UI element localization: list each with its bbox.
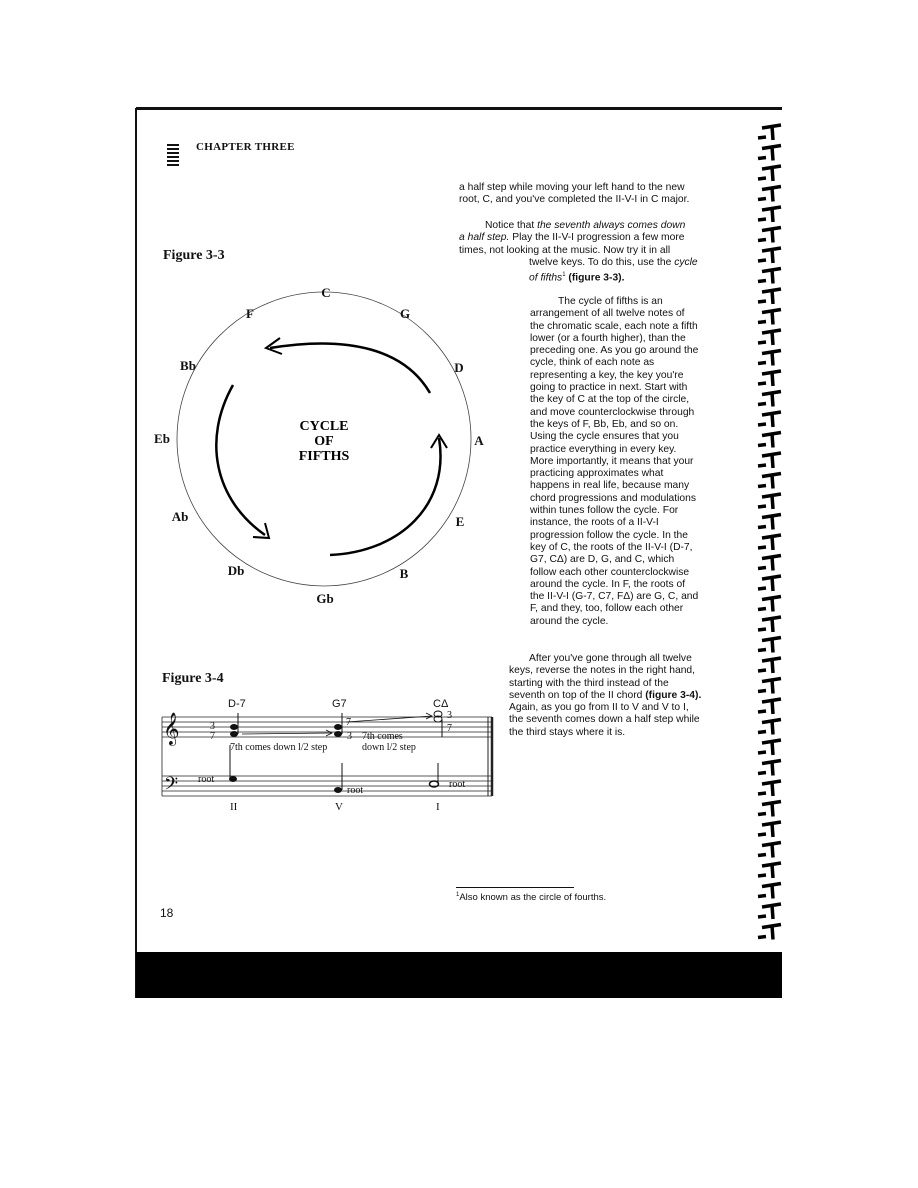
- paragraph-3: The cycle of fifths is an arrangement of all twelve notes of the chromatic scale, each note a fifth lower (or a fourth higher), than the preceding one. As you go around the cycle, think of each note as representing a key, the key you're going to practice in next. Start with the key of C at the top of the circle, and move counterclockwise through the keys of F, Bb, Eb, and so on. Using the cycle ensures that you practice everything in every key. More importantly, it means that your practicing approximates what happens in real life, because many chord progressions and modulations within tunes follow the cycle. For instance, the roots of a II-V-I progression follow the cycle. In the key of C, the roots of the II-V-I (D-7, G7, CΔ) are D, G, and C, which follow each other counterclockwise around the cycle. In F, the roots of the II-V-I (G-7, C7, FΔ) are G, C, and F, and they, too, follow each other around the cycle.: [530, 296, 699, 627]
- chord-g7: G7: [332, 698, 347, 710]
- spiral-coil: [758, 822, 781, 837]
- key-label-gb: Gb: [316, 591, 334, 606]
- spiral-coil: [758, 802, 781, 817]
- footnote-rule: [456, 887, 574, 888]
- spiral-coil: [758, 125, 781, 140]
- spiral-coil: [758, 269, 781, 284]
- key-label-d: D: [454, 360, 464, 375]
- treble-clef: 𝄞: [163, 714, 180, 745]
- spiral-coil: [758, 289, 781, 304]
- chord-d-7: D-7: [228, 698, 246, 710]
- spiral-coil: [758, 310, 781, 325]
- key-label-g: G: [399, 306, 411, 321]
- spiral-coil: [758, 248, 781, 263]
- ann-three-3: 3: [447, 710, 452, 721]
- ann-seven-1: 7: [210, 731, 215, 742]
- key-label-b: B: [399, 566, 409, 581]
- figure-3-4-label: Figure 3-4: [162, 671, 224, 686]
- ann-three-1: 3: [210, 721, 215, 732]
- page-left-edge: [135, 108, 137, 998]
- spiral-coil: [758, 412, 781, 427]
- spiral-coil: [758, 207, 781, 222]
- spiral-coil: [758, 494, 781, 509]
- cycle-of-fifths-diagram: [150, 280, 490, 620]
- spiral-coil: [758, 884, 781, 899]
- key-label-f: F: [246, 306, 254, 321]
- spiral-coil: [758, 863, 781, 878]
- figure-3-3-label: Figure 3-3: [163, 248, 225, 263]
- scan-bottom-bar: [136, 952, 782, 998]
- ann-root-1: root: [198, 774, 215, 785]
- cycle-title-1: CYCLE: [299, 419, 349, 434]
- spiral-coil: [758, 166, 781, 181]
- ann-seventh-down-a: 7th comes down l/2 step: [230, 742, 328, 753]
- spiral-coil: [758, 699, 781, 714]
- ann-seven-3: 7: [447, 723, 452, 734]
- spiral-coil: [758, 474, 781, 489]
- spiral-coil: [758, 556, 781, 571]
- numeral-v: V: [335, 801, 343, 813]
- numeral-ii: II: [230, 801, 238, 813]
- spiral-coil: [758, 925, 781, 940]
- spiral-coil: [758, 392, 781, 407]
- spiral-coil: [758, 761, 781, 776]
- ann-seventh-down-b2: down l/2 step: [362, 742, 416, 753]
- bass-clef: 𝄢: [164, 773, 179, 798]
- arrow-top: [270, 343, 430, 393]
- chord-cmaj: CΔ: [433, 698, 449, 710]
- ann-three-2: 3: [347, 731, 352, 742]
- ii-v-i-notation: [160, 693, 500, 823]
- page-number: 18: [160, 906, 174, 920]
- spiral-coil: [758, 453, 781, 468]
- key-label-a: A: [474, 433, 484, 448]
- key-label-ab: Ab: [171, 509, 189, 524]
- key-label-bb: Bb: [180, 358, 196, 373]
- chapter-title: CHAPTER THREE: [196, 141, 295, 153]
- spiral-coil: [758, 617, 781, 632]
- spiral-coil: [758, 904, 781, 919]
- paragraph-4: After you've gone through all twelve keys, reverse the notes in the right hand, starting with the third instead of the seventh on top of the II chord (figure 3-4). Again, as you go from II to V and V to I, the seventh comes down a half step while the third stays where it is.: [509, 653, 702, 738]
- page-top-edge: [136, 107, 782, 110]
- cycle-title-2: OF: [314, 434, 334, 449]
- ann-root-3: root: [449, 779, 466, 790]
- spiral-coil: [758, 679, 781, 694]
- spiral-coil: [758, 658, 781, 673]
- spiral-coil: [758, 576, 781, 591]
- paragraph-1: a half step while moving your left hand to the new root, C, and you've completed the II-V-I in C major.: [459, 182, 690, 206]
- chapter-icon: [167, 144, 179, 168]
- spiral-coil: [758, 330, 781, 345]
- spiral-coil: [758, 720, 781, 735]
- cycle-title-3: FIFTHS: [298, 449, 350, 464]
- spiral-coil: [758, 843, 781, 858]
- spiral-coil: [758, 535, 781, 550]
- numeral-i: I: [436, 801, 440, 813]
- spiral-coil: [758, 740, 781, 755]
- spiral-coil: [758, 515, 781, 530]
- spiral-coil: [758, 597, 781, 612]
- key-label-eb: Eb: [154, 431, 170, 446]
- key-label-e: E: [455, 514, 465, 529]
- spiral-coil: [758, 638, 781, 653]
- spiral-coil: [758, 187, 781, 202]
- spiral-coil: [758, 351, 781, 366]
- key-label-c: C: [321, 285, 331, 300]
- key-label-db: Db: [227, 563, 245, 578]
- spiral-coil: [758, 371, 781, 386]
- spiral-binding: [752, 110, 782, 952]
- paragraph-2: Notice that the seventh always comes down a half step. Play the II-V-I progression a few more times, not looking at the music. Now try it in all twelve keys. To do this, use the cycle of fifths$^1$ (figure 3-3).: [459, 220, 698, 284]
- arrow-left-head: [253, 523, 269, 538]
- arrow-left: [216, 385, 265, 535]
- spiral-coil: [758, 146, 781, 161]
- ann-seventh-down-b1: 7th comes: [362, 731, 403, 742]
- ann-root-2: root: [347, 785, 364, 796]
- spiral-coil: [758, 228, 781, 243]
- ann-seven-2: 7: [346, 717, 351, 728]
- footnote: $^1$Also known as the circle of fourths.: [456, 892, 607, 904]
- spiral-coil: [758, 433, 781, 448]
- spiral-coil: [758, 781, 781, 796]
